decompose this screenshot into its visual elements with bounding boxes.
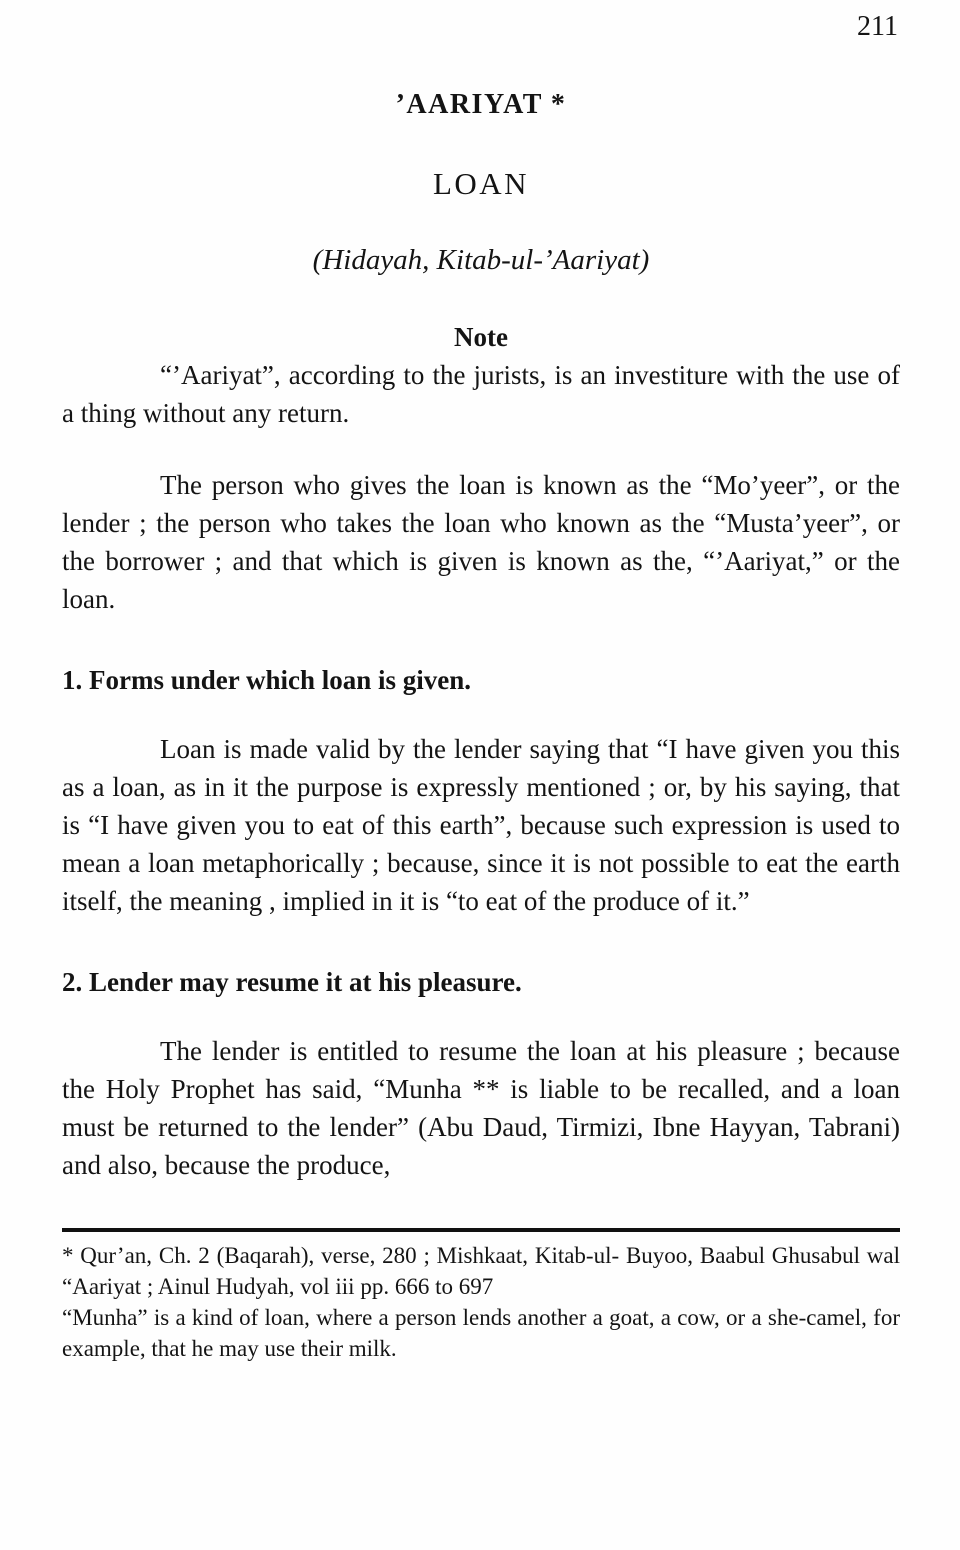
paragraph-forms-of-loan: Loan is made valid by the lender saying that “I have given you this as a loan, as in it the purpose is expressly mentioned ; or, by his saying, that is “I have given you to eat of this earth”, because such expression is used to mean a loan metaphorically ; because, since it is not possible to eat the earth itself, the meaning , implied in it is “to eat of the produce of it.” bbox=[62, 734, 900, 916]
footnote-munha-definition: “Munha” is a kind of loan, where a person lends another a goat, a cow, or a she-camel, for example, that he may use their milk. bbox=[62, 1305, 900, 1361]
footnote-quran-reference: * Qur’an, Ch. 2 (Baqarah), verse, 280 ; Mishkaat, Kitab-ul- Buyoo, Baabul Ghusabul wal “Aariyat ; Ainul Hudyah, vol iii pp. 666 to 697 bbox=[62, 1243, 900, 1299]
paragraph-definitions: The person who gives the loan is known as the “Mo’yeer”, or the lender ; the person who takes the loan who known as the “Musta’yeer”, or the borrower ; and that which is given is known as the, “’Aariyat,” or the loan. bbox=[62, 470, 900, 614]
chapter-subtitle: LOAN bbox=[432, 166, 530, 201]
note-heading: Note bbox=[454, 322, 508, 352]
note-paragraph: “’Aariyat”, according to the jurists, is an investiture with the use of a thing without any return. bbox=[62, 360, 900, 428]
footnote-divider bbox=[62, 1228, 900, 1232]
section-heading-lender-resume: 2. Lender may resume it at his pleasure. bbox=[62, 967, 522, 997]
source-reference: (Hidayah, Kitab-ul-’Aariyat) bbox=[312, 244, 650, 276]
chapter-title: ’AARIYAT * bbox=[395, 89, 567, 120]
section-heading-forms: 1. Forms under which loan is given. bbox=[62, 665, 472, 695]
paragraph-lender-resume: The lender is entitled to resume the loan at his pleasure ; because the Holy Prophet has said, “Munha ** is liable to be recalled, and a loan must be returned to the lender” (Abu Daud, Tirmizi, Ibne Hayyan, Tabrani) and also, because the produce, bbox=[62, 1036, 900, 1180]
page-number: 211 bbox=[857, 11, 898, 42]
